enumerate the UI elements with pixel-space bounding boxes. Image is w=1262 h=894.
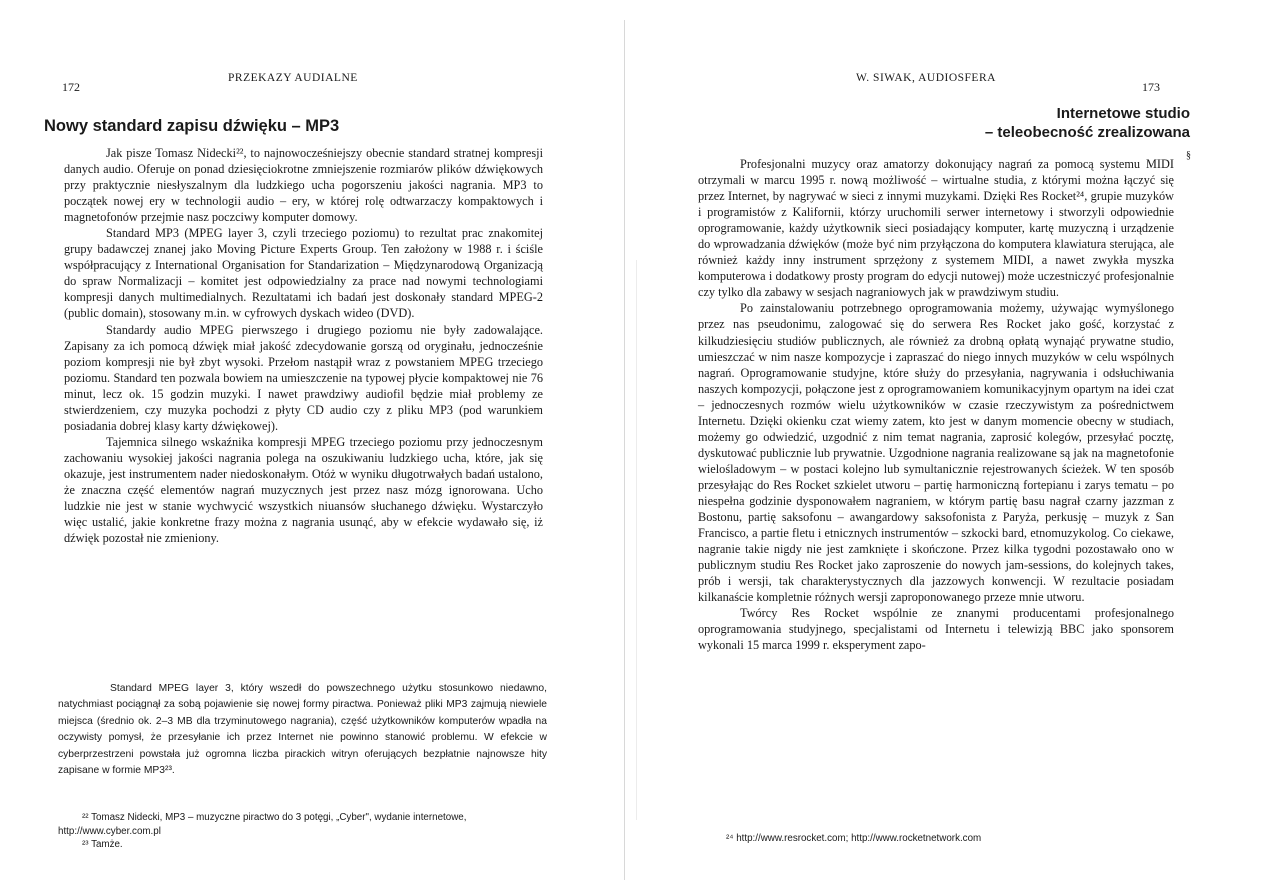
paragraph: Tajemnica silnego wskaźnika kompresji MPEG trzeciego poziomu przy jednoczesnym zachowaniu wysokiej jakości nagrania polega na oszukiwaniu ludzkiego ucha, które, jak się okazuje, jest instrumentem nader niedoskonałym. Otóż w wyniku długotrwałych badań ustalono, że znaczna część elementów nagrań muzycznych jest przez nasz mózg ignorowana. Ucho ludzkie nie jest w stanie wychwycić wszystkich niuansów słuchanego dźwięku. Wystarczyło więc ustalić, jakie konkretne frazy można z nagrania usunąć, aby w efekcie wydawało się, iż dźwięk pozostał nie zmieniony. xyxy=(64,434,543,546)
paragraph: Standardy audio MPEG pierwszego i drugiego poziomu nie były zadowalające. Zapisany za ich pomocą dźwięk miał jakość zdecydowanie gorszą od oryginału, jednocześnie poziom kompresji nie był zbyt wysoki. Przełom nastąpił wraz z powstaniem MPEG trzeciego poziomu. Standard ten pozwala bowiem na umieszczenie na typowej płycie kompaktowej nie 76 minut, lecz ok. 15 godzin muzyki. I nawet prawdziwy audiofil będzie miał problemy ze stwierdzeniem, czy muzyka pochodzi z płyty CD audio czy z pliku MP3 (pod warunkiem posiadania dobrej klasy karty dźwiękowej). xyxy=(64,322,543,433)
body-text xyxy=(64,145,543,546)
section-heading: Nowy standard zapisu dźwięku – MP3 xyxy=(44,117,340,135)
footnote: ²⁴ http://www.resrocket.com; http://www.rocketnetwork.com xyxy=(726,833,982,844)
running-head: PRZEKAZY AUDIALNE xyxy=(228,72,358,84)
paragraph: Standard MP3 (MPEG layer 3, czyli trzeciego poziomu) to rezultat prac znakomitej grupy badawczej znanej jako Moving Picture Experts Group. Ten założony w 1988 r. i ściśle współpracujący z International Organisation for Standarization – Międzynarodową Organizacją do spraw Normalizacji – komitet jest odpowiedzialny za prace nad nowymi technologiami kompresji danych multimedialnych. Rezultatami ich badań jest doskonały standard MPEG-2 (public domain), stosowany m.in. w cyfrowych dyskach wideo (DVD). xyxy=(64,226,543,321)
page-number: 172 xyxy=(62,80,80,94)
box-paragraph: Standard MPEG layer 3, który wszedł do powszechnego użytku stosunkowo niedawno, natychmiast pociągnął za sobą pojawienie się nowej formy piractwa. Ponieważ pliki MP3 zajmują niewiele miejsca (średnio ok. 2–3 MB dla trzyminutowego nagrania), część użytkowników komputerów wpadła na oczywisty pomysł, że przesyłanie ich przez Internet nie powinno stanowić problemu. W efekcie w cyberprzestrzeni powstała już ogromna liczba pirackich witryn oferujących bezpłatnie najnowsze hity zapisane w formie MP3²³. xyxy=(58,683,547,777)
paragraph: Twórcy Res Rocket wspólnie ze znanymi producentami profesjonalnego oprogramowania studyjnego, specjalistami od Internetu i telewizją BBC jako sponsorem wykonali 15 marca 1999 r. eksperyment zapo- xyxy=(698,606,1174,653)
footnote: ²² Tomasz Nidecki, MP3 – muzyczne piractwo do 3 potęgi, „Cyber", wydanie internetowe, http://www.cyber.com.pl xyxy=(58,812,467,837)
page-number: 173 xyxy=(1142,80,1160,94)
running-head: W. SIWAK, AUDIOSFERA xyxy=(856,72,996,84)
paragraph: Po zainstalowaniu potrzebnego oprogramowania możemy, używając wymyślonego przez nas pseudonimu, zalogować się do serwera Res Rocket jako gość, korzystać z kilkudziesięciu studiów publicznych, ale również za drobną opłatą wynająć prywatne studio, umieszczać w nim nasze kompozycje i zapraszać do niego innych muzyków w celu wspólnych nagrań. Oprogramowanie studyjne, które służy do przesyłania, nagrywania i odsłuchiwania naszych kompozycji, połączone jest z oprogramowaniem komunikacyjnym opartym na idei czat – jednoczesnych rozmów wielu użytkowników w czasie rzeczywistym za pośrednictwem Internetu. Dzięki okienku czat wiemy zatem, kto jest w danym momencie obecny w studiach, możemy go odwiedzić, uzgodnić z nim temat nagrania, zaprosić kolegów, przesyłać pocztę, dyskutować publicznie lub prywatnie. Uzgodnione nagrania realizowane są jak na magnetofonie wielośladowym – w postaci kolejno lub symultanicznie rejestrowanych ścieżek. W ten sposób przesyłając do Res Rocket szkielet utworu – partię harmoniczną fortepianu i zarys tematu – po niespełna godzinie dysponowałem nagraniem, w którym partię basu nagrał czarny jazzman z Bostonu, partię saksofonu – awangardowy saksofonista z Paryża, perkusję – muzyk z San Francisco, a partie fletu i etnicznych instrumentów – szkocki bard, etnomuzykolog. Co ciekawe, nagranie takie nigdy nie jest zamknięte i skończone. Przez kilka tygodni pozostawało ono w publicznym studiu Res Rocket jako zaproszenie do nowych jam-sessions, do kolejnych takes, prób i wersji, tak charakterystycznych dla jazzowych konwencji. W rezultacie posiadam kilkanaście kompletnie różnych wersji zaproponowanego przeze mnie utworu. xyxy=(698,301,1174,605)
paragraph: Profesjonalni muzycy oraz amatorzy dokonujący nagrań za pomocą systemu MIDI otrzymali w marcu 1995 r. nową możliwość – wirtualne studia, z którymi można łączyć się przez Internet, by nagrywać w sieci z innymi muzykami. Dzięki Res Rocket²⁴, grupie muzyków i programistów z Kalifornii, którzy uruchomili serwer internetowy i stworzyli odpowiednie oprogramowanie, każdy użytkownik sieci posiadający komputer, kartę muzyczną i urządzenie do wprowadzania dźwięków (może być nim przyłączona do komputera klawiatura sterująca, ale również każdy inny instrument sprzężony z systemem MIDI, a nawet zwykła myszka komputerowa i dodatkowy prosty program do edycji nutowej) może uczestniczyć profesjonalnie czy tylko dla zabawy w sesjach nagraniowych jak w prawdziwym studiu. xyxy=(698,157,1174,300)
left-page xyxy=(0,0,630,894)
margin-mark: § xyxy=(1186,150,1191,161)
right-page xyxy=(632,0,1262,894)
sidebar-box xyxy=(58,681,547,779)
footnotes xyxy=(58,811,548,852)
footnotes xyxy=(702,832,1172,846)
section-heading xyxy=(910,104,1190,142)
heading-line: Internetowe studio xyxy=(1056,105,1190,122)
body-text xyxy=(698,156,1174,653)
paragraph: Jak pisze Tomasz Nidecki²², to najnowocześniejszy obecnie standard stratnej kompresji danych audio. Oferuje on ponad dziesięciokrotne zmniejszenie rozmiarów plików dźwiękowych przy praktycznie niesłyszalnym dla ludzkiego ucha pogorszeniu jakości nagrania. MP3 to początek nowej ery w technologii audio – ery, w której rolę odtwarzaczy kompaktowych i magnetofonów przejmie nasz poczciwy komputer domowy. xyxy=(64,146,543,225)
heading-line: – teleobecność zrealizowana xyxy=(984,124,1190,141)
footnote: ²³ Tamże. xyxy=(82,839,123,850)
